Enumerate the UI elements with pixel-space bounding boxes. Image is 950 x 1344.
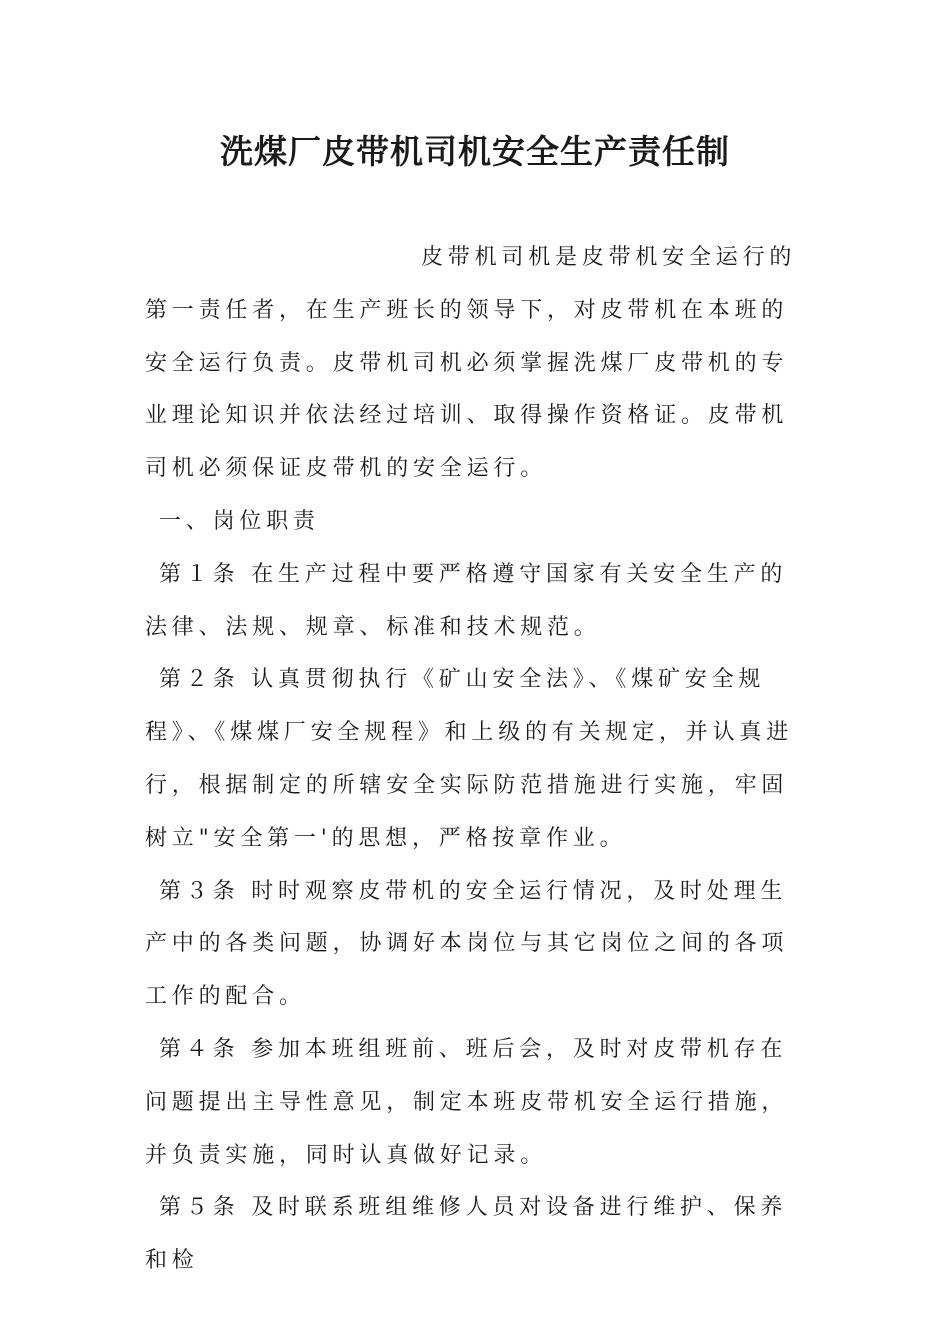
document-body bbox=[145, 232, 813, 1288]
article-3: 第３条 时时观察皮带机的安全运行情况，及时处理生产中的各类问题，协调好本岗位与其它岗位之间的各项工作的配合。 bbox=[145, 878, 789, 1010]
article-4: 第４条 参加本班组班前、班后会，及时对皮带机存在问题提出主导性意见，制定本班皮带机安全运行措施，并负责实施，同时认真做好记录。 bbox=[145, 1036, 789, 1168]
article-2: 第２条 认真贯彻执行《矿山安全法》、《煤矿安全规程》、《煤煤厂安全规程》和上级的有关规定，并认真进行，根据制定的所辖安全实际防范措施进行实施，牢固树立"安全第一'的思想，严格按章作业。 bbox=[145, 667, 794, 851]
document-title: 洗煤厂皮带机司机安全生产责任制 bbox=[220, 132, 730, 171]
section-heading: 一、岗位职责 bbox=[159, 508, 320, 534]
intro-paragraph: 皮带机司机是皮带机安全运行的第一责任者，在生产班长的领导下，对皮带机在本班的安全运行负责。皮带机司机必须掌握洗煤厂皮带机的专业理论知识并依法经过培训、取得操作资格证。皮带机司机必须保证皮带机的安全运行。 bbox=[145, 245, 797, 482]
article-1: 第１条 在生产过程中要严格遵守国家有关安全生产的法律、法规、规章、标准和技术规范。 bbox=[145, 561, 788, 640]
article-5: 第５条 及时联系班组维修人员对设备进行维护、保养和检 bbox=[145, 1195, 788, 1274]
